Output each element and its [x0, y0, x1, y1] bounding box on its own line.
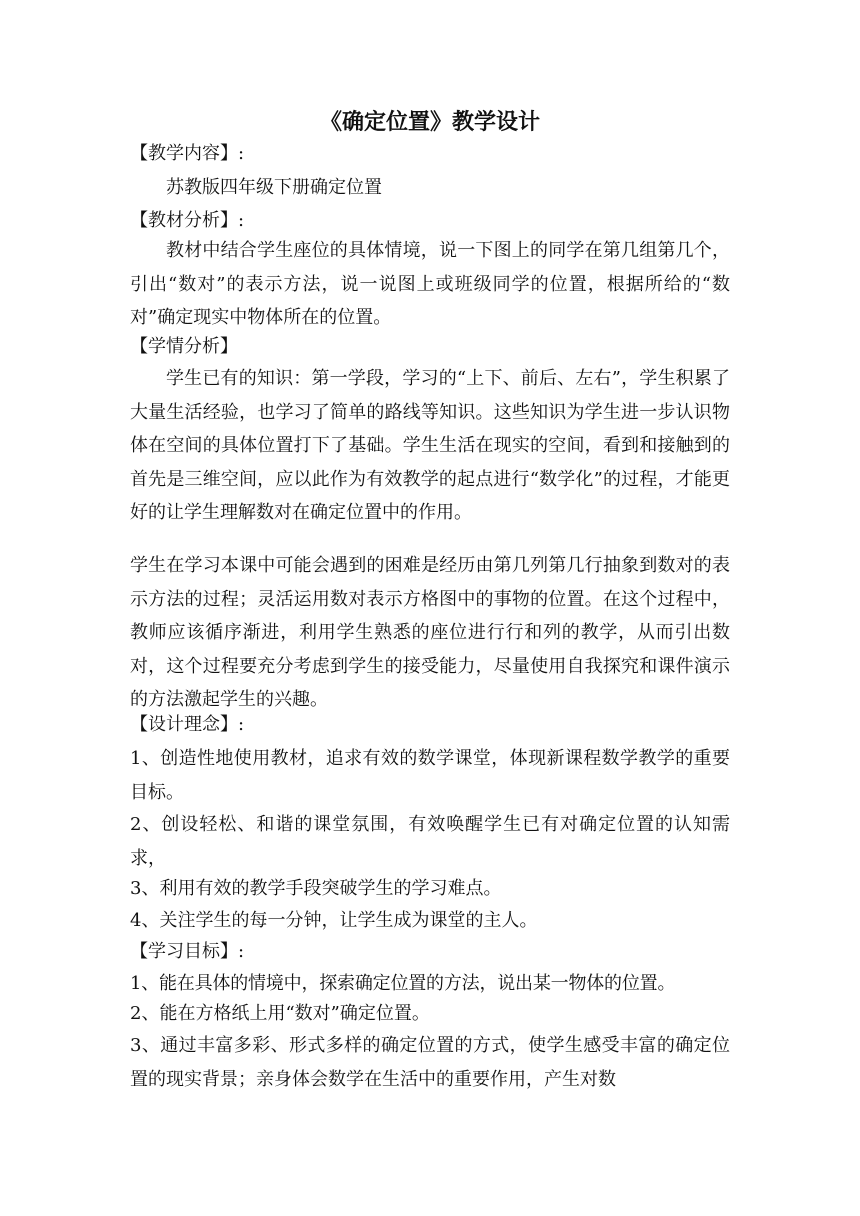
section-heading-content: 【教学内容】: [130, 143, 245, 164]
material-text: 教材中结合学生座位的具体情境，说一下图上的同学在第几组第几个，引出“数对”的表示方法，说一说图上或班级同学的位置，根据所给的“数对”确定现实中物体所在的位置。 [130, 240, 730, 328]
section-heading-concept: 【设计理念】: [130, 714, 245, 735]
students-paragraph-2: 学生在学习本课中可能会遇到的困难是经历由第几列第几行抽象到数对的表示方法的过程；灵活运用数对表示方格图中的事物的位置。在这个过程中，教师应该循序渐进，利用学生熟悉的座位进行行和列的教学，从而引出数对，这个过程要充分考虑到学生的接受能力，尽量使用自我探究和课件演示的方法激起学生的兴趣。 [130, 555, 730, 710]
section-heading-material: 【教材分析】: [130, 210, 245, 231]
document-title: 《确定位置》教学设计 [319, 109, 540, 135]
goals-item-3: 3、通过丰富多彩、形式多样的确定位置的方式，使学生感受丰富的确定位置的现实背景；亲身体会数学在生活中的重要作用，产生对数 [130, 1035, 730, 1090]
students-paragraph-1: 学生已有的知识：第一学段，学习的“上下、前后、左右”，学生积累了大量生活经验，也学习了简单的路线等知识。这些知识为学生进一步认识物体在空间的具体位置打下了基础。学生生活在现实的空间，看到和接触到的首先是三维空间，应以此作为有效教学的起点进行“数学化”的过程，才能更好的让学生理解数对在确定位置中的作用。 [130, 368, 730, 523]
concept-item-2: 2、创设轻松、和谐的课堂氛围，有效唤醒学生已有对确定位置的认知需求， [130, 814, 730, 869]
section-heading-goals: 【学习目标】: [130, 941, 245, 962]
concept-item-4: 4、关注学生的每一分钟，让学生成为课堂的主人。 [130, 910, 538, 931]
content-text: 苏教版四年级下册确定位置 [166, 177, 382, 198]
concept-item-1: 1、创造性地使用教材，追求有效的数学课堂，体现新课程数学教学的重要目标。 [130, 748, 730, 803]
section-heading-students: 【学情分析】 [130, 336, 238, 357]
goals-item-1: 1、能在具体的情境中，探索确定位置的方法，说出某一物体的位置。 [130, 973, 676, 994]
goals-item-2: 2、能在方格纸上用“数对”确定位置。 [130, 1003, 430, 1024]
concept-item-3: 3、利用有效的教学手段突破学生的学习难点。 [130, 878, 502, 899]
